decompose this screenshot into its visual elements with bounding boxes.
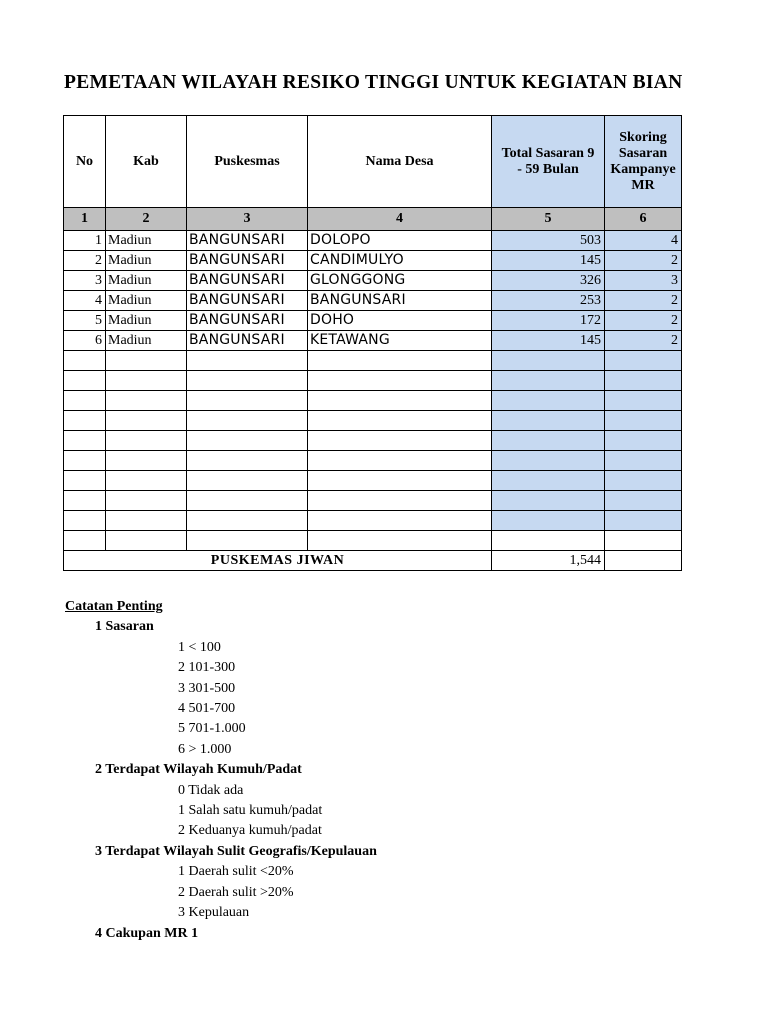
cell-kab[interactable] [106, 431, 187, 451]
total-row [64, 551, 682, 571]
cell-puskesmas[interactable]: BANGUNSARI [187, 251, 308, 271]
cell-skoring[interactable]: 2 [605, 311, 682, 331]
column-number: 4 [308, 208, 492, 231]
cell-no[interactable] [64, 471, 106, 491]
cell-puskesmas[interactable] [187, 351, 308, 371]
cell-total-sasaran[interactable] [492, 531, 605, 551]
table-header-row [64, 116, 682, 208]
cell-nama-desa[interactable] [308, 351, 492, 371]
cell-total-sasaran[interactable] [492, 411, 605, 431]
cell-no[interactable] [64, 431, 106, 451]
total-sasaran-sum[interactable]: 1,544 [492, 551, 605, 571]
cell-no[interactable]: 1 [64, 231, 106, 251]
cell-puskesmas[interactable] [187, 431, 308, 451]
table-row [64, 451, 682, 471]
cell-skoring[interactable] [605, 491, 682, 511]
cell-kab[interactable] [106, 371, 187, 391]
cell-nama-desa[interactable]: CANDIMULYO [308, 251, 492, 271]
cell-kab[interactable] [106, 351, 187, 371]
column-number: 3 [187, 208, 308, 231]
cell-puskesmas[interactable] [187, 511, 308, 531]
cell-nama-desa[interactable] [308, 391, 492, 411]
note-item: 3 Kepulauan [178, 905, 250, 921]
cell-nama-desa[interactable] [308, 471, 492, 491]
note-item: 1 < 100 [178, 639, 221, 655]
cell-skoring[interactable] [605, 391, 682, 411]
cell-total-sasaran[interactable] [492, 491, 605, 511]
cell-puskesmas[interactable]: BANGUNSARI [187, 331, 308, 351]
cell-no[interactable]: 5 [64, 311, 106, 331]
header-kab: Kab [106, 116, 187, 208]
cell-kab[interactable] [106, 451, 187, 471]
page-title: PEMETAAN WILAYAH RESIKO TINGGI UNTUK KEGIATAN BIAN [64, 72, 683, 93]
note-section-title: 2 Terdapat Wilayah Kumuh/Padat [95, 762, 302, 778]
header-total-sasaran: Total Sasaran 9 - 59 Bulan [492, 116, 605, 208]
cell-kab[interactable] [106, 391, 187, 411]
cell-skoring[interactable]: 2 [605, 251, 682, 271]
cell-kab[interactable]: Madiun [106, 331, 187, 351]
cell-total-sasaran[interactable] [492, 351, 605, 371]
column-number-row [64, 208, 682, 231]
cell-skoring[interactable] [605, 471, 682, 491]
cell-puskesmas[interactable]: BANGUNSARI [187, 291, 308, 311]
table-row [64, 271, 682, 291]
table-row [64, 471, 682, 491]
header-nama-desa: Nama Desa [308, 116, 492, 208]
table-row [64, 511, 682, 531]
note-item: 4 501-700 [178, 701, 236, 717]
cell-skoring[interactable] [605, 451, 682, 471]
cell-no[interactable] [64, 351, 106, 371]
cell-kab[interactable] [106, 511, 187, 531]
note-section-title: 1 Sasaran [95, 619, 154, 635]
column-number: 1 [64, 208, 106, 231]
cell-skoring[interactable] [605, 351, 682, 371]
mapping-table [63, 115, 682, 571]
table-row [64, 391, 682, 411]
column-number: 2 [106, 208, 187, 231]
cell-skoring[interactable] [605, 431, 682, 451]
cell-kab[interactable]: Madiun [106, 251, 187, 271]
note-item: 6 > 1.000 [178, 741, 232, 757]
cell-puskesmas[interactable] [187, 451, 308, 471]
notes-list [65, 617, 377, 944]
cell-total-sasaran[interactable] [492, 511, 605, 531]
note-item: 2 Daerah sulit >20% [178, 884, 294, 900]
cell-total-sasaran[interactable] [492, 451, 605, 471]
cell-no[interactable] [64, 531, 106, 551]
cell-nama-desa[interactable] [308, 451, 492, 471]
table-row [64, 431, 682, 451]
cell-puskesmas[interactable] [187, 491, 308, 511]
notes-heading: Catatan Penting [65, 599, 163, 614]
cell-puskesmas[interactable]: BANGUNSARI [187, 271, 308, 291]
cell-nama-desa[interactable]: BANGUNSARI [308, 291, 492, 311]
column-number: 5 [492, 208, 605, 231]
note-item: 2 Keduanya kumuh/padat [178, 823, 322, 839]
total-skoring-cell[interactable] [605, 551, 682, 571]
note-section-title: 4 Cakupan MR 1 [95, 925, 199, 941]
cell-kab[interactable] [106, 531, 187, 551]
cell-total-sasaran[interactable]: 503 [492, 231, 605, 251]
cell-skoring[interactable]: 2 [605, 331, 682, 351]
cell-nama-desa[interactable] [308, 531, 492, 551]
cell-no[interactable] [64, 491, 106, 511]
cell-total-sasaran[interactable] [492, 391, 605, 411]
cell-no[interactable]: 6 [64, 331, 106, 351]
cell-skoring[interactable]: 4 [605, 231, 682, 251]
cell-nama-desa[interactable]: KETAWANG [308, 331, 492, 351]
cell-kab[interactable] [106, 471, 187, 491]
cell-nama-desa[interactable] [308, 411, 492, 431]
table-row [64, 291, 682, 311]
note-item: 1 Salah satu kumuh/padat [178, 803, 323, 819]
cell-kab[interactable]: Madiun [106, 291, 187, 311]
note-item: 5 701-1.000 [178, 721, 246, 737]
cell-nama-desa[interactable]: GLONGGONG [308, 271, 492, 291]
header-puskesmas: Puskesmas [187, 116, 308, 208]
note-item: 0 Tidak ada [178, 782, 244, 798]
note-item: 1 Daerah sulit <20% [178, 864, 294, 880]
table-row [64, 251, 682, 271]
cell-total-sasaran[interactable]: 326 [492, 271, 605, 291]
cell-nama-desa[interactable] [308, 511, 492, 531]
cell-total-sasaran[interactable]: 172 [492, 311, 605, 331]
cell-nama-desa[interactable] [308, 371, 492, 391]
cell-puskesmas[interactable] [187, 531, 308, 551]
column-number: 6 [605, 208, 682, 231]
cell-total-sasaran[interactable]: 145 [492, 251, 605, 271]
cell-total-sasaran[interactable] [492, 431, 605, 451]
cell-no[interactable]: 3 [64, 271, 106, 291]
notes-section [65, 597, 377, 944]
cell-no[interactable]: 4 [64, 291, 106, 311]
cell-puskesmas[interactable] [187, 471, 308, 491]
cell-kab[interactable]: Madiun [106, 311, 187, 331]
cell-total-sasaran[interactable] [492, 471, 605, 491]
cell-kab[interactable] [106, 491, 187, 511]
table-body [64, 231, 682, 571]
cell-no[interactable] [64, 391, 106, 411]
table-row [64, 491, 682, 511]
cell-skoring[interactable] [605, 411, 682, 431]
table-row [64, 331, 682, 351]
table-row [64, 231, 682, 251]
cell-nama-desa[interactable] [308, 431, 492, 451]
cell-total-sasaran[interactable]: 145 [492, 331, 605, 351]
cell-skoring[interactable]: 2 [605, 291, 682, 311]
cell-kab[interactable] [106, 411, 187, 431]
table-row [64, 371, 682, 391]
note-item: 2 101-300 [178, 660, 236, 676]
cell-no[interactable] [64, 511, 106, 531]
cell-puskesmas[interactable]: BANGUNSARI [187, 311, 308, 331]
table-row [64, 531, 682, 551]
table-row [64, 311, 682, 331]
cell-nama-desa[interactable]: DOHO [308, 311, 492, 331]
table-row [64, 351, 682, 371]
cell-kab[interactable]: Madiun [106, 231, 187, 251]
cell-nama-desa[interactable]: DOLOPO [308, 231, 492, 251]
cell-no[interactable]: 2 [64, 251, 106, 271]
cell-no[interactable] [64, 371, 106, 391]
total-label: PUSKEMAS JIWAN [64, 551, 492, 571]
cell-kab[interactable]: Madiun [106, 271, 187, 291]
cell-no[interactable] [64, 411, 106, 431]
header-skoring-sasaran: Skoring Sasaran Kampanye MR [605, 116, 682, 208]
note-section-title: 3 Terdapat Wilayah Sulit Geografis/Kepulauan [95, 843, 377, 859]
cell-puskesmas[interactable] [187, 411, 308, 431]
header-no: No [64, 116, 106, 208]
note-item: 3 301-500 [178, 680, 236, 696]
cell-puskesmas[interactable] [187, 371, 308, 391]
cell-skoring[interactable] [605, 531, 682, 551]
cell-skoring[interactable] [605, 371, 682, 391]
cell-puskesmas[interactable] [187, 391, 308, 411]
cell-no[interactable] [64, 451, 106, 471]
cell-puskesmas[interactable]: BANGUNSARI [187, 231, 308, 251]
cell-total-sasaran[interactable]: 253 [492, 291, 605, 311]
cell-nama-desa[interactable] [308, 491, 492, 511]
cell-total-sasaran[interactable] [492, 371, 605, 391]
cell-skoring[interactable]: 3 [605, 271, 682, 291]
table-row [64, 411, 682, 431]
cell-skoring[interactable] [605, 511, 682, 531]
